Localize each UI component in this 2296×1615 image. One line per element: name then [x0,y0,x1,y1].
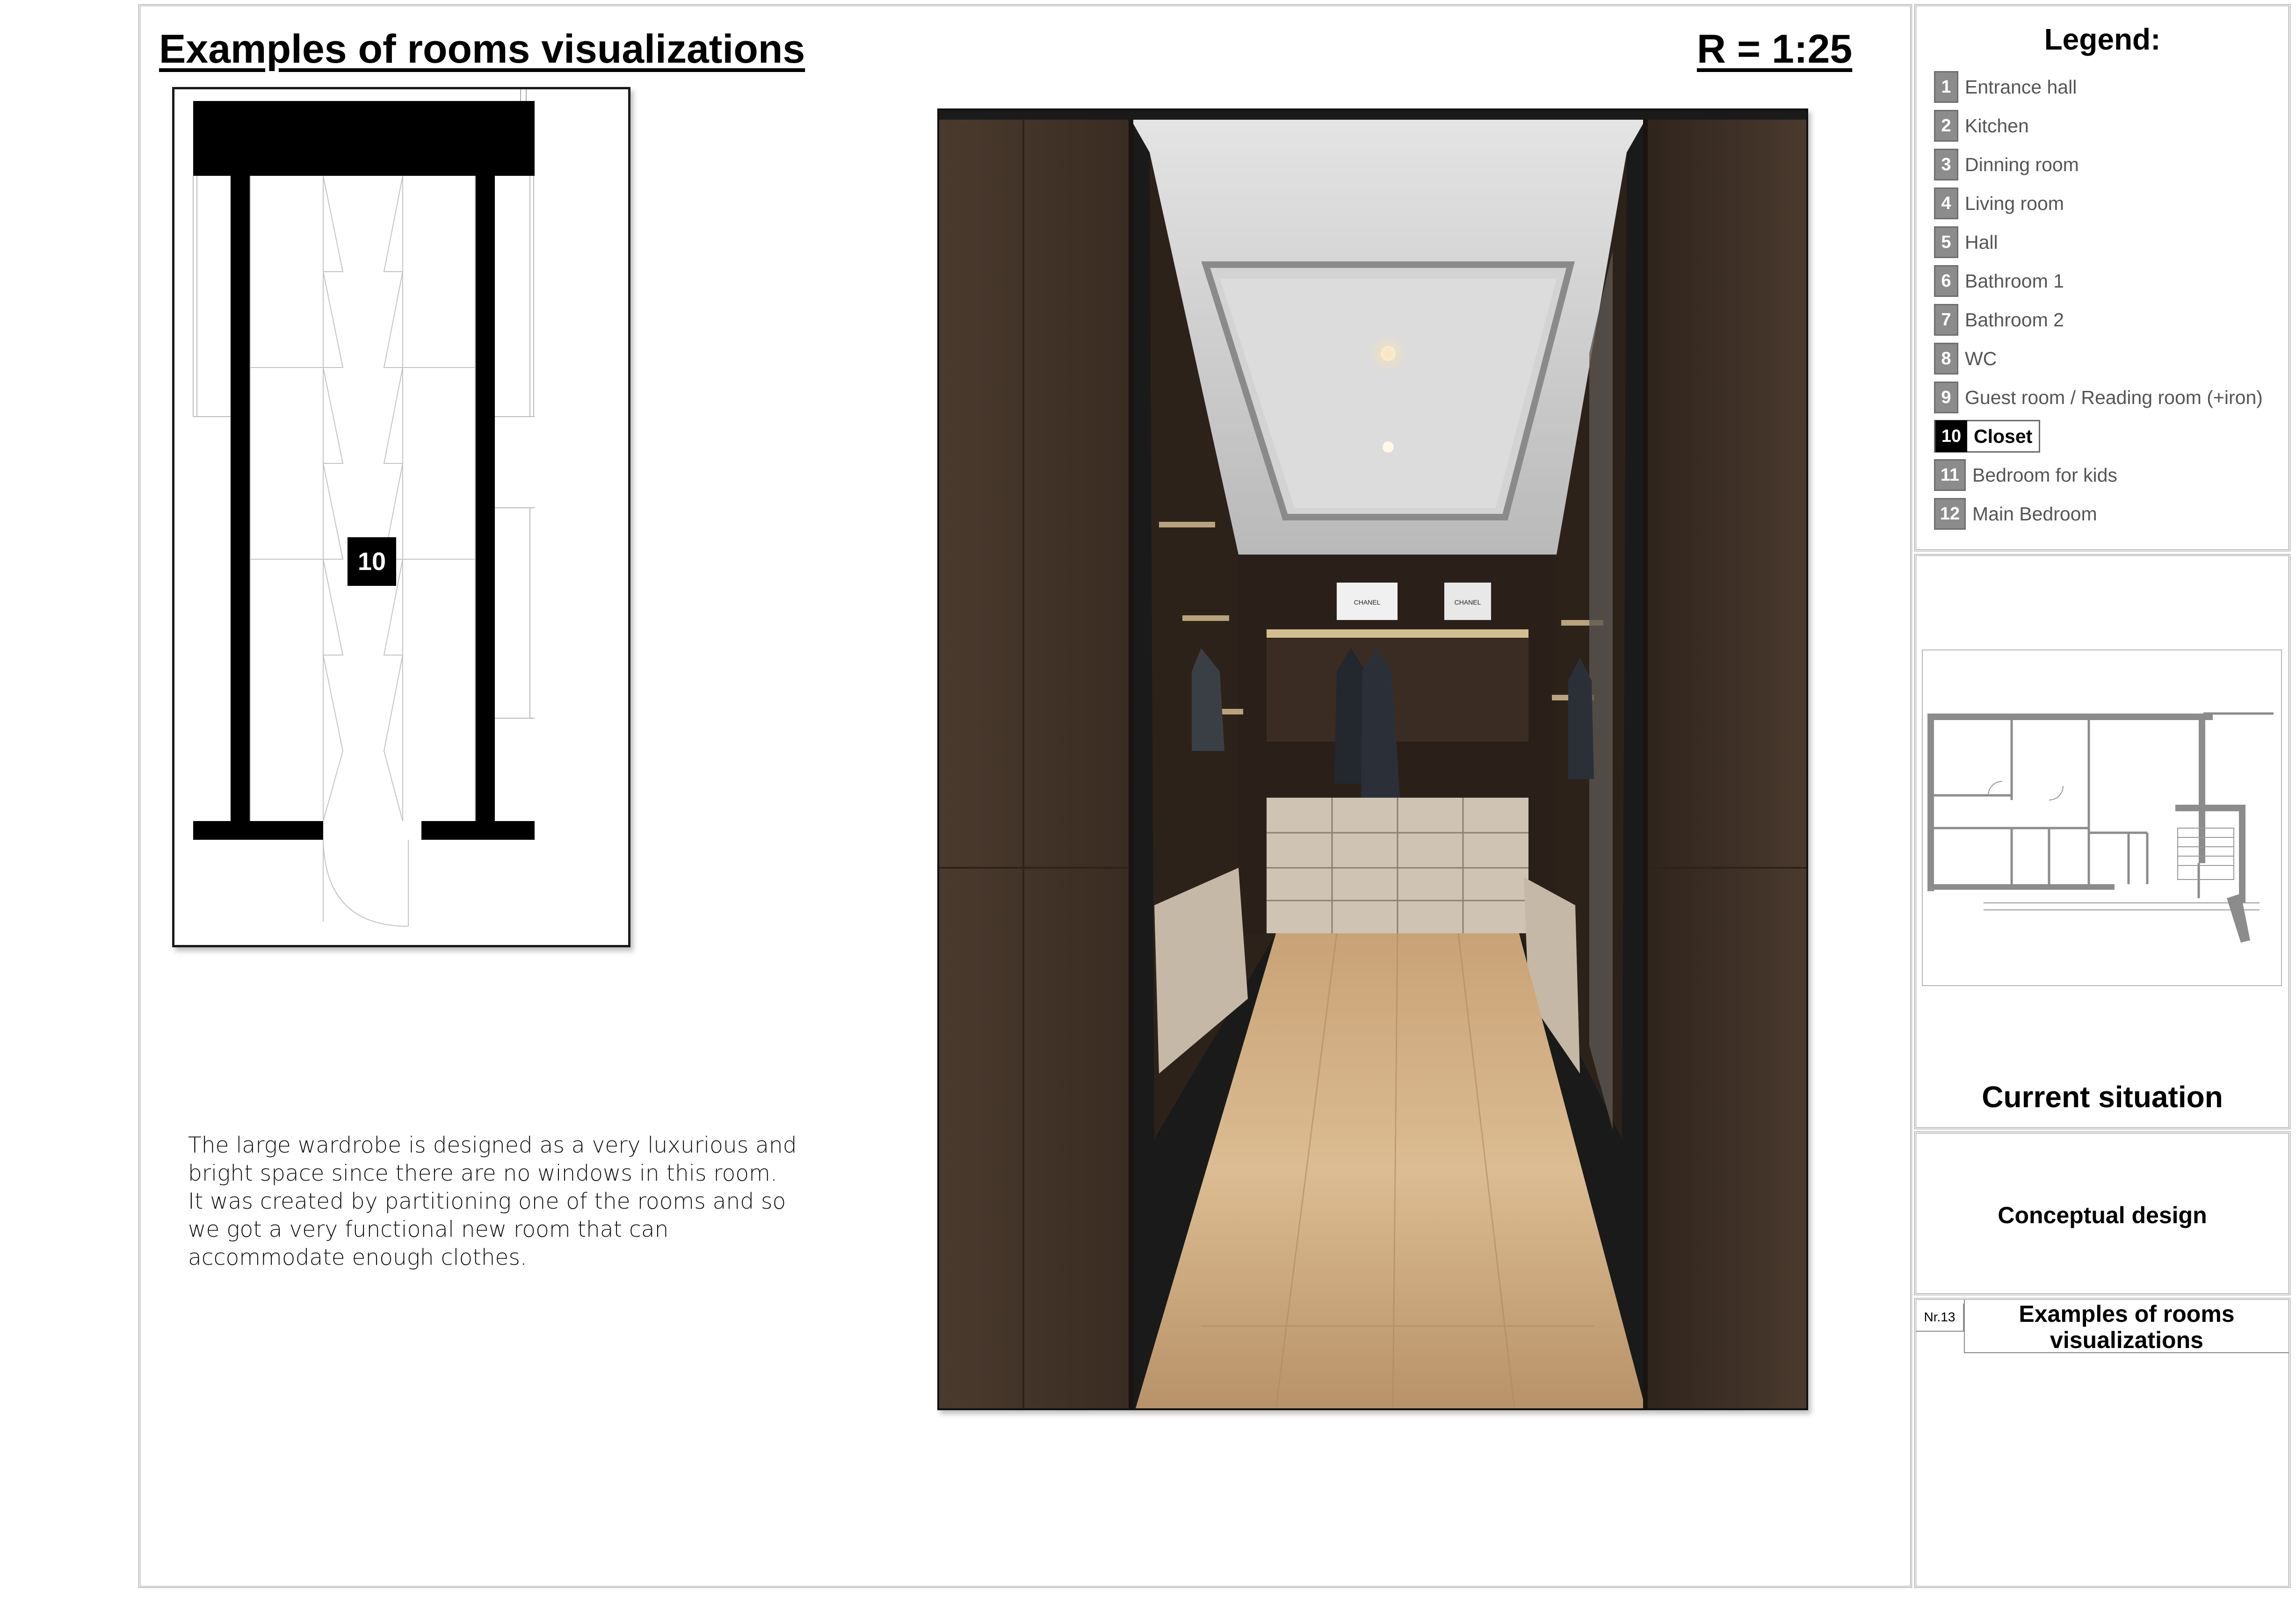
legend-label: Guest room / Reading room (+iron) [1965,386,2263,408]
scale-label: R = 1:25 [1697,27,1853,72]
legend-number: 7 [1934,304,1958,336]
legend-item-main-bedroom [1934,497,2097,530]
legend-item-entrance-hall [1934,71,2077,103]
box-label: CHANEL [1354,598,1381,606]
legend-label: Bedroom for kids [1972,464,2117,486]
legend-item-dinning-room [1934,148,2079,181]
legend-label: Closet [1974,425,2033,447]
description-line: bright space since there are no windows in this room. [188,1161,777,1186]
ceiling-light [1383,441,1394,453]
legend-item-hall [1934,226,1998,259]
description-line: The large wardrobe is designed as a very luxurious and [188,1132,797,1158]
legend-label: Entrance hall [1965,76,2077,98]
legend-number: 8 [1934,343,1958,375]
plan-right-wall [475,176,495,821]
sheet-title-line: Examples of rooms [2019,1301,2235,1327]
walk-in-closet-illustration [939,110,1806,1408]
sheet-title [1964,1300,2289,1353]
box-label: CHANEL [1454,598,1481,606]
legend-number: 4 [1934,187,1958,219]
legend-item-bathroom-1 [1934,265,2064,297]
legend-item-bedroom-for-kids [1934,459,2117,491]
legend-item-kitchen [1934,109,2029,142]
legend-number: 5 [1934,226,1958,258]
plan-bottom-wall-right [421,821,535,840]
current-situation-plan [1922,649,2282,986]
apartment-plan-drawing [1923,650,2281,985]
legend-number: 2 [1934,110,1958,142]
legend-label: Main Bedroom [1972,503,2097,525]
legend-panel [1914,4,2290,551]
page-title: Examples of rooms visualizations [159,27,805,72]
legend-label: Hall [1965,231,1998,253]
legend-number: 12 [1934,498,1966,530]
legend-item-guest-room [1934,381,2263,414]
description-line: It was created by partitioning one of the rooms and so [188,1189,786,1214]
legend-title: Legend: [2044,22,2161,56]
plan-top-wall [193,101,535,176]
legend-label: Bathroom 1 [1965,270,2064,292]
legend-number: 3 [1934,149,1958,180]
legend-item-wc [1934,342,1997,375]
room-number-label: 10 [357,548,386,576]
legend-label: Dinning room [1965,153,2079,175]
legend-label: Living room [1965,192,2064,214]
floor-plan-drawing [174,89,628,945]
legend-number: 11 [1934,459,1966,491]
description-line: we got a very functional new room that can [188,1217,669,1242]
legend-number: 1 [1934,71,1958,103]
plan-bottom-wall-left [193,821,323,840]
sheet-info-panel [1914,1298,2290,1588]
sheet-title-line: visualizations [2050,1327,2203,1353]
closet-floor-plan [172,87,630,947]
legend-label: WC [1965,347,1997,369]
legend-number: 10 [1935,420,1967,452]
legend-item-living-room [1934,187,2064,220]
legend-label: Kitchen [1965,115,2029,137]
sheet-number: Nr.13 [1916,1304,1964,1332]
room-description [188,1132,843,1272]
closet-visualization-photo [937,108,1808,1410]
plan-left-wall [231,176,250,821]
legend-number: 9 [1934,382,1958,413]
left-wood-panel [939,120,1131,1408]
conceptual-design-panel [1914,1132,2290,1295]
description-line: accommodate enough clothes. [188,1245,527,1270]
conceptual-design-caption: Conceptual design [1998,1202,2207,1228]
current-situation-panel [1914,554,2290,1129]
right-wood-panel [1645,120,1806,1408]
legend-item-closet [1934,420,2040,453]
legend-label: Bathroom 2 [1965,309,2064,331]
current-situation-caption: Current situation [1982,1080,2223,1114]
legend-item-bathroom-2 [1934,303,2064,336]
legend-number: 6 [1934,265,1958,297]
